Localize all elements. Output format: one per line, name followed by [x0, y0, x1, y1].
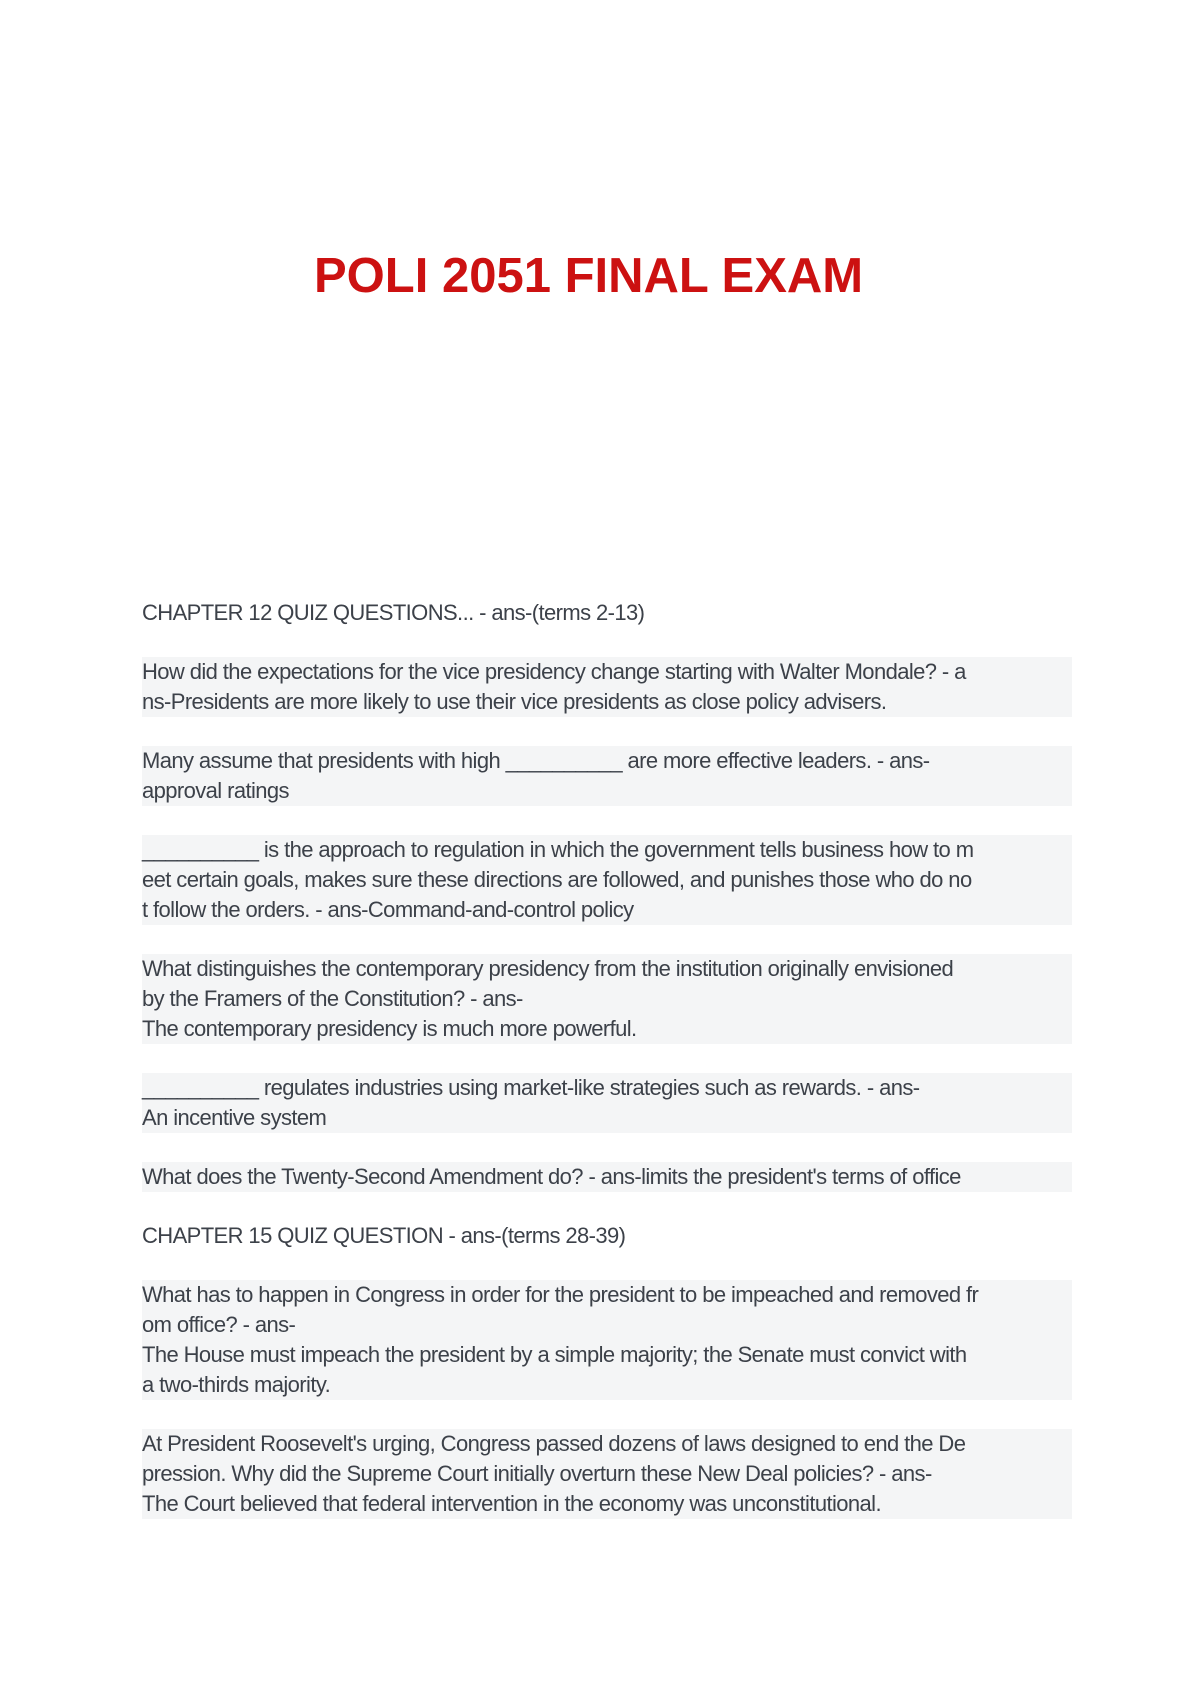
qa-item [142, 954, 1072, 1044]
document-title: POLI 2051 FINAL EXAM [314, 249, 864, 303]
section-heading [142, 598, 1072, 628]
text-line: What does the Twenty-Second Amendment do? - ans-limits the president's terms of office [142, 1162, 1072, 1192]
text-line: The House must impeach the president by a simple majority; the Senate must convict with [142, 1340, 1072, 1370]
text-line: ns-Presidents are more likely to use their vice presidents as close policy advisers. [142, 687, 1072, 717]
text-line: What distinguishes the contemporary presidency from the institution originally envisioned [142, 954, 1072, 984]
qa-item [142, 835, 1072, 925]
text-line: An incentive system [142, 1103, 1072, 1133]
text-line: pression. Why did the Supreme Court initially overturn these New Deal policies? - ans- [142, 1459, 1072, 1489]
text-line: a two-thirds majority. [142, 1370, 1072, 1400]
qa-item [142, 746, 1072, 806]
text-line: Many assume that presidents with high __________ are more effective leaders. - ans- [142, 746, 1072, 776]
text-line: CHAPTER 12 QUIZ QUESTIONS... - ans-(terms 2-13) [142, 600, 645, 625]
text-line: At President Roosevelt's urging, Congress passed dozens of laws designed to end the De [142, 1429, 1072, 1459]
text-line: __________ regulates industries using market-like strategies such as rewards. - ans- [142, 1073, 1072, 1103]
text-line: What has to happen in Congress in order for the president to be impeached and removed fr [142, 1280, 1072, 1310]
document-body [142, 598, 1072, 1548]
qa-item [142, 1162, 1072, 1192]
qa-item [142, 1280, 1072, 1400]
text-line: __________ is the approach to regulation in which the government tells business how to m [142, 835, 1072, 865]
text-line: How did the expectations for the vice presidency change starting with Walter Mondale? - a [142, 657, 1072, 687]
text-line: t follow the orders. - ans-Command-and-control policy [142, 895, 1072, 925]
text-line: The Court believed that federal intervention in the economy was unconstitutional. [142, 1489, 1072, 1519]
section-heading [142, 1221, 1072, 1251]
text-line: by the Framers of the Constitution? - ans- [142, 984, 1072, 1014]
text-line: CHAPTER 15 QUIZ QUESTION - ans-(terms 28-39) [142, 1223, 626, 1248]
text-line: approval ratings [142, 776, 1072, 806]
text-line: om office? - ans- [142, 1310, 1072, 1340]
qa-item [142, 1429, 1072, 1519]
text-line: The contemporary presidency is much more powerful. [142, 1014, 1072, 1044]
qa-item [142, 657, 1072, 717]
qa-item [142, 1073, 1072, 1133]
text-line: eet certain goals, makes sure these directions are followed, and punishes those who do no [142, 865, 1072, 895]
